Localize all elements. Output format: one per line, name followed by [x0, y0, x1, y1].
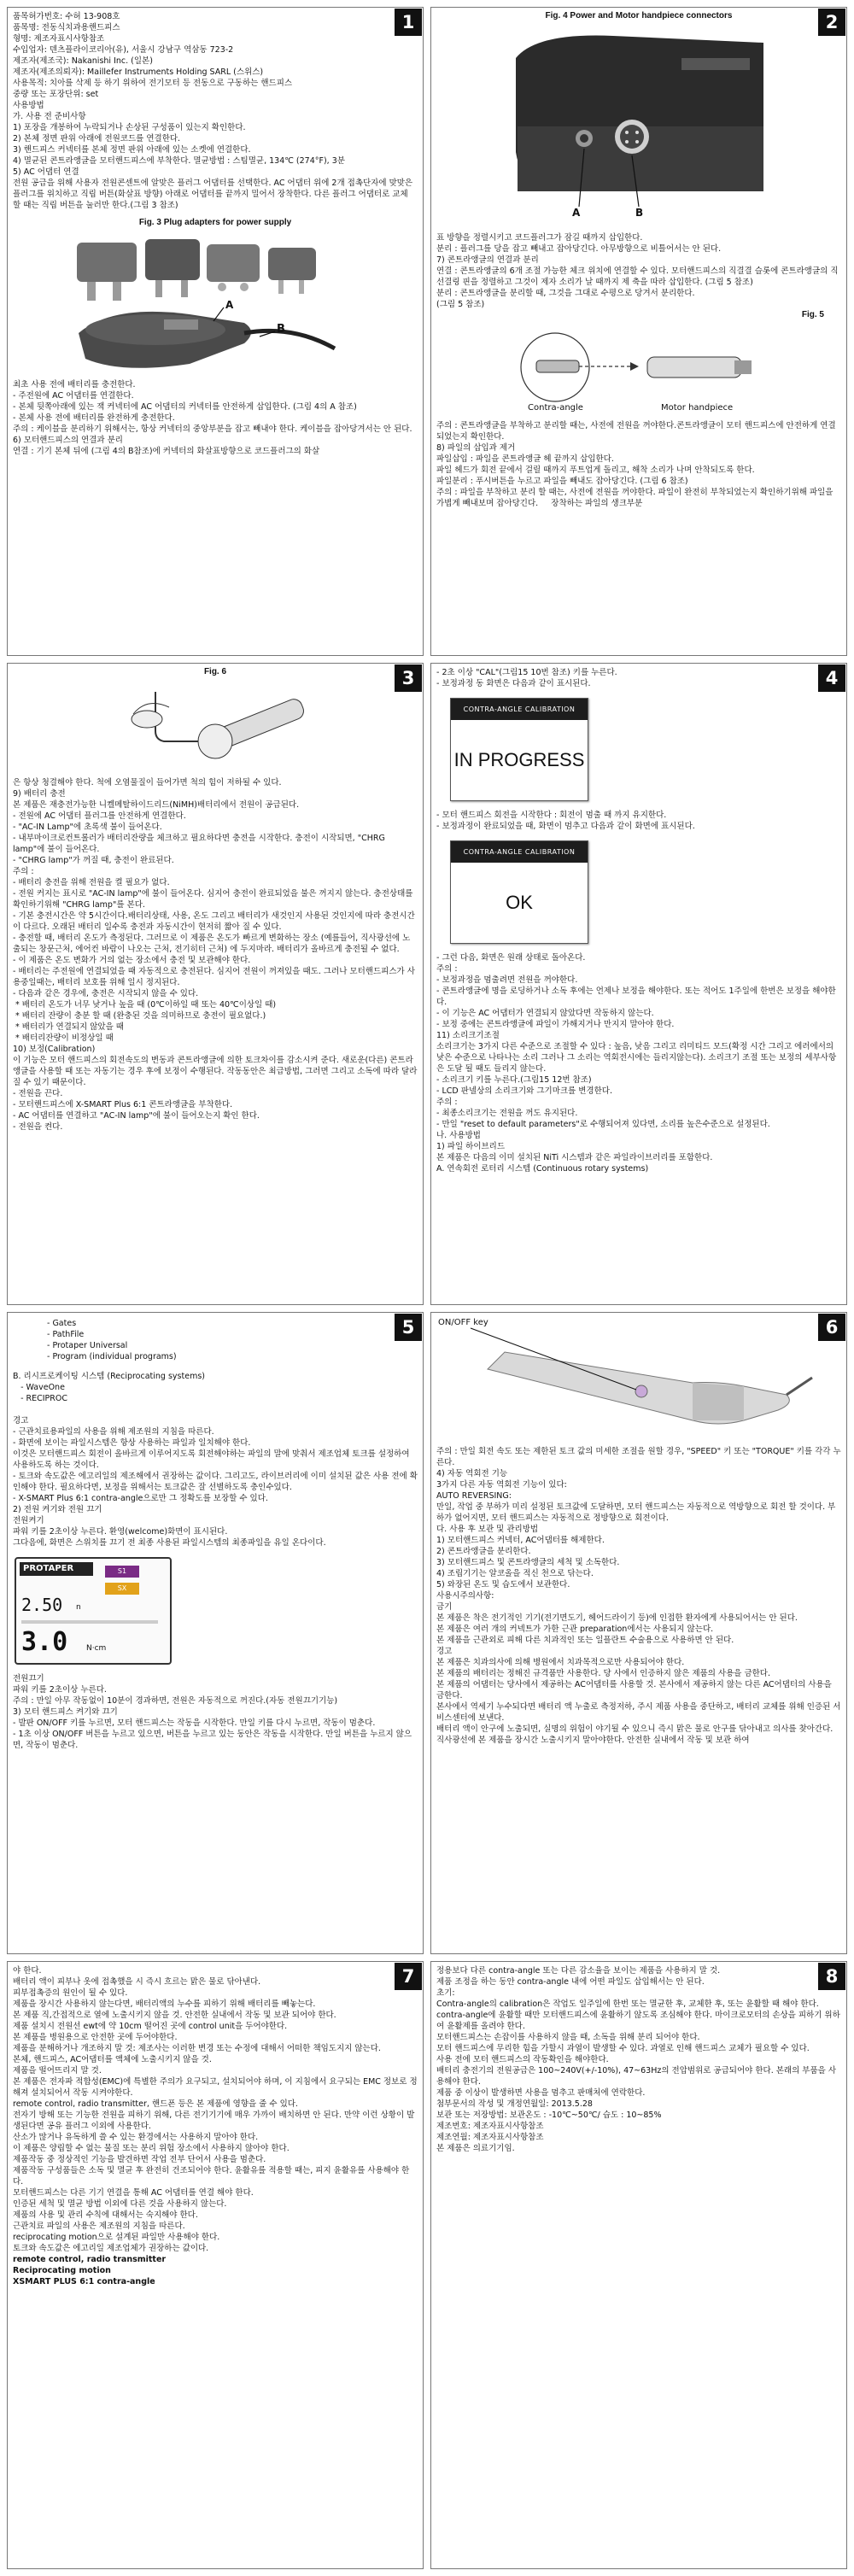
lcd-speed-unit: n: [76, 1603, 81, 1612]
onoff-key-label: ON/OFF key: [438, 1318, 488, 1327]
figure-label-a: A: [572, 207, 581, 219]
handpiece-illustration: [436, 1318, 829, 1446]
page-number-badge: 4: [818, 664, 845, 692]
body-text: 최초 사용 전에 배터리를 충전한다. - 주전원에 AC 어댑터를 연결한다. - 본체 뒷쪽아래에 있는 잭 커넥터에 AC 어댑터의 커넥터를 안전하게 삽입한다. (그림 4의 A 참조) - 본체 사용 전에 배터리를 완전하게 충전한다. 주의 : 케이블을 분리하기 위해서는, 항상 커넥터의 중앙부분을 잡고 빼내야 한다. 케이블을 잡아당겨서는 안 된다. 6) 모터핸드피스의 연결과 분리 연결 : 기기 본체 뒤에 (그림 4의 B참조)에 커넥터의 화살표방향으로 코드플러그의 화살: [13, 380, 412, 456]
page-panel-2: [430, 7, 847, 656]
body-text: 은 항상 청결해야 한다. 척에 오염물질이 들어가면 척의 힘이 저하될 수 있다. 9) 배터리 충전 본 제품은 재충전가능한 니켈메탈하이드리드(NiMH)배터리에서 전원이 공급된다. - 전원에 AC 어댑터 플러그를 안전하게 연결한다. - "AC-IN Lamp"에 초록색 불이 들어온다. - 내부마이크로컨트롤러가 배터리잔량을 체크하고 필요하다면 충전을 시작한다. 충전이 시작되면, "CHRG lamp"에 불이 들어온다. - "CHRG lamp"가 꺼질 때, 충전이 완료된다. 주의 : - 배터리 충전을 위해 전원을 켤 필요가 없다. - 전원 커지는 표시로 "AC-IN lamp"에 불이 들어온다. 심지어 충전이 완료되었을 불은 꺼지지 않는다. 충전상태를 확인하기위해 "CHRG lamp"를 본다. - 기본 충전시간은 약 5시간이다.배터리상태, 사용, 온도 그리고 배터리가 새것인지 사용된 것인지에 따라 충전시간이 다르다. 오래된 배터리 일수록 충전과 자동시간이 현저히 짧아 질 수 있다. - 충전할 때, 배터리 온도가 측정된다. 그러므로 이 제품은 온도가 빠르게 변화하는 장소 (예를들어, 직사광선에 노출되는 창문근처, 에어컨 바람이 나오는 근처, 전기히터 근처) 에 두지마라. 배터리가 올바르게 충전될 수 없다. - 이 제품은 온도 변화가 거의 없는 장소에서 충전 및 보관해야 한다. - 배터리는 주전원에 연결되었을 때 자동적으로 충전된다. 심지어 전원이 꺼져있을 때도. 그러나 모터핸드피스가 사용중일때는, 배터리 보호를 위해 일시 정지된다. - 다음과 같은 경우에, 충전은 시작되지 않을 수 있다. * 배터리 온도가 너무 낮거나 높을 때 (0℃이하일 때 또는 40℃이상일 때) * 배터리 잔량이 충분 할 때 (완충된 것을 의미하므로 충전이 필요없다.) * 배터리가 연결되지 않았을 때 * 배터리잔량이 비정상일 때 10) 보정(Calibration) 이 기능은 모터 핸드피스의 회전속도의 변동과 콘트라앵글에 의한 토크차이를 감소시켜 준다. 새로운(다른) 콘트라앵글을 사용할 때 또는 자동기는 경우 후에 보정이 수행된다. 작동동안은 최급방법, 그러면 그리고 소독에 따라 달라질 수 있기 때문이다. - 전원을 끈다. - 모터핸드피스에 X-SMART Plus 6:1 콘트라앵글을 부착한다. - AC 어댑터를 연결하고 "AC-IN lamp"에 불이 들어오는지 확인 한다. - 전원을 켠다.: [13, 778, 418, 1132]
page-panel-6: [430, 1312, 847, 1954]
figure-label-a: A: [225, 299, 234, 311]
contra-angle-figure: [511, 323, 767, 417]
keyword-reciprocating: Reciprocating motion: [13, 2266, 111, 2275]
connector-figure: [511, 24, 767, 229]
lcd-title-bar: [20, 1562, 93, 1576]
page-panel-7: [7, 1961, 424, 2569]
body-text: 품목허가번호: 수허 13-908호 품목명: 전동식치과용핸드피스 형명: 제조자표시사항참조 수입업자: 덴츠플라이코리아(유), 서울시 강남구 역삼동 723-2 제조자(제조국): Nakanishi Inc. (일본) 제조자(제조의뢰자): Maillefer Instruments Holding SARL (스위스) 사용목적: 치아를 삭제 등 하기 위하여 전기모터 등 전동으로 구동하는 핸드피스 중량 또는 포장단위: set 사용방법 가. 사용 전 준비사항 1) 포장을 개봉하여 누락되거나 손상된 구성품이 있는지 확인한다. 2) 본체 정면 판위 아래에 전원코드를 연결한다. 3) 핸드피스 커넥터를 본체 정면 판위 아래에 있는 소켓에 연결한다. 4) 멸균된 콘트라앵글을 모터핸드피스에 부착한다. 멸균방법 : 스팀멸균, 134℃ (274°F), 3분 5) AC 어댑터 연결 전원 공급을 위해 사용자 전원콘센트에 알맞은 플러그 어댑터를 선택한다. AC 어댑터 위에 2개 접촉단자에 맞맞은 플러그를 위치하고 직립 버튼(화살표 방향) 아래로 어댑터를 끝까지 밀어서 장착한다. 다른 플러그 어댑터로 교체 할 때는 직립 버튼을 눌러만 한다.(그림 3 참조): [13, 12, 413, 210]
page-panel-5: [7, 1312, 424, 1954]
lcd-badge-s1: [105, 1566, 139, 1578]
body-text: 주의 : 만일 회전 속도 또는 제한된 토크 값의 미세한 조절을 원할 경우, "SPEED" 키 또는 "TORQUE" 키를 각각 누른다. 4) 자동 역회전 기능 3가지 다른 자동 역회전 기능이 있다: AUTO REVERSING: 만일, 작업 중 부하가 미리 설정된 토크값에 도달하면, 모터 핸드피스는 자동적으로 역방향으로 회전 할 것이다. 부하가 없어지면, 모터 핸드피스는 자동적으로 정방향으로 회전이다. 다. 사용 후 보관 및 관리방법 1) 모터핸드피스 커넥터, AC어댑터를 해제한다. 2) 콘트라앵글을 분리한다. 3) 모터핸드피스 및 콘트라앵글의 세척 및 소독한다. 4) 조립기기는 알코올을 적신 천으로 닦는다. 5) 와장된 온도 및 습도에서 보관한다. 사용시주의사항: 금기 본 제품은 착은 전기적인 기기(전기면도기, 헤어드라이기 등)에 인접한 환자에게 사용되어서는 안 된다. 본 제품은 여러 개의 커넥트가 가한 근관 preparation에서는 사용되지 않는다. 본 제품을 근관외로 피해 다른 치과적인 또는 일플란트 수술용으로 사용하면 안 된다. 경고 본 제품은 치과의사에 의해 병원에서 치과목적으로만 사용되어야 한다. 본 제품의 배터리는 정해진 규격품만 사용한다. 당 사에서 인증하지 않은 제품의 사용을 금한다. 본 제품의 어댑터는 당사에서 제공하는 AC어댑터를 사용할 것. 본사에서 제공하지 않는 다른 AC어댑터의 사용을 금한다. 본사에서 역세기 누수되다면 배터리 액 누출로 측정저하, 주시 제품 사용을 중단하고, 배터리 교체를 위해 인증된 서비스센터에 보낸다. 배터리 액이 안구에 노출되면, 실명의 위험이 야기될 수 있으니 즉시 맑은 물로 안구를 닦아내고 의사를 찾아간다. 직사광선에 본 제품을 장시간 노출시키지 말아야한다. 안전한 실내에서 작동 및 보관 하여: [436, 1447, 841, 1745]
screen-header: CONTRA-ANGLE CALIBRATION: [451, 841, 588, 863]
page-number-badge: 8: [818, 1963, 845, 1990]
figure-caption: Fig. 4 Power and Motor handpiece connectors: [545, 11, 733, 20]
body-text: - 모터 핸드피스 회전을 시작한다 : 회전이 멈출 때 까지 유지한다. - 보정과정이 완료되었을 때, 화면이 멈추고 다음과 같이 화면에 표시된다.: [436, 811, 695, 831]
file-system-list: [47, 1318, 418, 1362]
body-text: - 그런 다음, 화면은 원래 상태로 돌아온다. 주의 : - 보정과정을 멈출려면 전원을 꺼야한다. - 콘트라앵글에 명을 로딩하거나 소독 후에는 언제나 보정을 해야한다. 또는 적어도 1주일에 한번은 보정을 해야한다. - 이 기능은 AC 어댑터가 연결되지 않았다면 작동하지 않는다. - 보정 중에는 콘트라앵글에 파일이 가해지거나 만지지 말아야 한다. 11) 소리크기조절 소리크기는 3가지 다른 수준으로 조절할 수 있다 : 높음, 낮음 그리고 리미티드 모드(확정 시간 그리고 에러에서의 낮은 수준으로 나타나는 소리 그러나 그 소리는 역회전시에는 들리지않는다). 소리크기 조절 또는 보정의 세부사항은 도달 될 때도 들리지 않는다. - 소리크기 키를 누른다.(그림15 12번 참조) - LCD 판넬상의 소리크기와 그기마크를 변경한다. 주의 : - 최종소리크기는 전원을 꺼도 유지된다. - 만일 "reset to default parameters"로 수행되어져 있다면, 소리를 높은수준으로 설정된다. 나. 사용방법 1) 파일 하이브리드 본 제품은 다음의 이미 설치된 NiTi 시스템과 같은 파일라이브러리를 포함한다. A. 연속회전 로터리 시스템 (Continuous rotary systems): [436, 953, 837, 1174]
connector-illustration: [511, 24, 767, 229]
lcd-torque-unit: N·cm: [86, 1644, 107, 1653]
contra-angle-label: Contra-angle: [528, 403, 583, 413]
body-text: 주의 : 콘트라앵글을 부착하고 분리할 때는, 사전에 전원을 꺼야한다.콘트라앵글이 모터 핸드피스에 안전하게 연결되었는지 확인한다. 8) 파일의 삽입과 제거 파일삽입 : 파일을 콘트라앵글 헤 끝까지 삽입한다. 파일 헤드가 회전 끝에서 걸릴 때까지 푸트업게 돌리고, 해착 소리가 나며 안착되도록 한다. 파일분리 : 푸시버튼을 누르고 파일을 빼내도 잡아당긴다. (그림 6 참조) 주의 : 파일을 부착하고 분리 할 때는, 사전에 전원을 꺼야한다. 파일이 완전히 부착되었는지 확인하기위해 파일을 가볍게 빼내보며 잡아당긴다. 장착하는 파일의 생크부분: [436, 421, 836, 508]
body-text: B. 리시프로케이팅 시스템 (Reciprocating systems) - WaveOne - RECIPROC 경고 - 근관치료용파일의 사용을 위해 제조원의 지침을 따른다. - 화면에 보이는 파일시스템은 항상 사용하는 파일과 일치해야 한다. 이것은 모터핸드피스 회전이 올바르게 이루어지도록 회전해야하는 파일의 말에 맞춰서 제조업체 토크를 설정하여 사용하도록 하는 것이다. - 토크와 속도값은 에고리일의 제조해에서 권장하는 값이다. 그리고도, 라이브러리에 이미 설치된 값은 사용 전에 확인해야 한다. 필요하다면, 보정을 위해서는 토크값은 잘 선별하도록 충인수있다. - X-SMART Plus 6:1 contra-angle으로만 그 정확도를 보장할 수 있다. 2) 전원 켜기와 전원 끄기 전원켜기 파워 키를 2초이상 누른다. 환영(welcome)화면이 표시된다. 그다음에, 화면은 스위치를 끄기 전 최종 사용된 파일시스템의 최종파일을 유일 온다이다.: [13, 1372, 418, 1548]
onoff-key-figure: [436, 1318, 829, 1446]
lcd-speed-bar: [21, 1620, 158, 1624]
page-panel-8: [430, 1961, 847, 2569]
badge-label: S1: [117, 1567, 127, 1575]
page-number-badge: 3: [395, 664, 422, 692]
lcd-speed-value: 2.50: [21, 1595, 63, 1615]
lcd-brand: PROTAPER: [23, 1564, 74, 1573]
file-insert-figure: [87, 680, 343, 774]
figure-label-b: B: [635, 207, 644, 219]
page-panel-1: [7, 7, 424, 656]
body-text: 전원끄기 파워 키를 2초이상 누른다. 주의 : 만일 아무 작동없이 10분이 경과하면, 전원은 자동적으로 꺼진다.(자동 전원끄기기능) 3) 모터 핸드피스 켜기와 끄기 - 발판 ON/OFF 키를 누르면, 모터 핸드피스는 작동을 시작한다. 만일 키를 다시 누르면, 작동이 멈춘다. - 1초 이상 ON/OFF 버튼을 누르고 있으면, 버튼을 누르고 있는 동안은 작동을 시작한다. 만일 버튼을 누르지 않으면, 작동이 멈춘다.: [13, 1674, 412, 1750]
screen-status: OK: [506, 892, 533, 913]
body-text: 표 방향을 정렬시키고 코드플러그가 잠길 때까지 삽입한다. 분리 : 플러그를 당을 잡고 빼내고 잡아당긴다. 아무방향으로 비틀어서는 안 된다. 7) 콘트라앵글의 연결과 분리 연결 : 콘트라앵글의 6개 조절 가능한 체크 위치에 연결할 수 있다. 모터핸드피스의 직결결 슬롯에 콘트라앵글의 직선결링 핀을 정렬하고 그것이 제자 소리가 날 때까지 제 축을 따라 삽입한다. (그림 5 참조) 분리 : 콘트라앵글을 분리할 때, 그것을 그대로 수평으로 당겨서 분리한다. (그림 5 참조): [436, 233, 839, 309]
plug-adapter-illustration: [61, 231, 369, 376]
page-number-badge: 2: [818, 9, 845, 36]
lcd-badge-sx: [105, 1583, 139, 1595]
lcd-display: [15, 1557, 172, 1665]
badge-label: SX: [117, 1584, 127, 1592]
figure-caption: Fig. 6: [203, 667, 227, 676]
page-number-badge: 5: [395, 1314, 422, 1341]
calibration-ok-screen: [450, 840, 588, 944]
plug-adapter-figure: [61, 231, 369, 376]
screen-header: CONTRA-ANGLE CALIBRATION: [451, 699, 588, 720]
keyword-xsmart: XSMART PLUS 6:1 contra-angle: [13, 2277, 155, 2286]
list-item: - PathFile: [47, 1330, 85, 1339]
list-item: - Program (individual programs): [47, 1352, 177, 1361]
page-panel-3: [7, 663, 424, 1305]
motor-handpiece-label: Motor handpiece: [661, 403, 734, 413]
list-item: - Protaper Universal: [47, 1341, 128, 1350]
lcd-torque-value: 3.0: [21, 1627, 68, 1657]
keyword-remote-control: remote control, radio transmitter: [13, 2255, 167, 2264]
page-number-badge: 6: [818, 1314, 845, 1341]
figure-label-b: B: [277, 323, 285, 336]
page-panel-4: [430, 663, 847, 1305]
body-text: 야 한다. 배터리 액이 피부나 옷에 접촉했을 시 즉시 흐르는 맑은 물로 닦아낸다. 피부접촉증의 원인이 될 수 있다. 제품을 장시간 사용하지 않는다면, 배터리액의 누수를 피하기 위해 배터리를 빼놓는다. 본 제품 직,간접적으로 열에 노출시키지 않을 것. 안전한 실내에서 작동 및 보관 되어야 한다. 제품 설치시 전원선 ewt에 약 10cm 떨어진 곳에 control unit을 두어야한다. 본 제품을 병원용으로 안전한 곳에 두어야한다. 제품을 분해하거나 개조하지 말 것: 제조사는 이러한 변경 또는 수정에 대해서 어떠한 책임도지지 않는다. 본체, 핸드피스, AC어댑터를 액체에 노출시키지 않을 것. 제품을 떨어뜨리지 말 것. 본 제품은 전자파 적합성(EMC)에 특별한 주의가 요구되고, 설치되어야 하며, 이 지침에서 요구되는 EMC 정보로 정해져 설치되어서 작동 시켜야한다. remote control, radio transmitter, 핸드폰 등은 본 제품에 영향을 줄 수 있다. 전자기 방해 또는 기능한 전원을 피하기 위해, 다른 전기기기에 매우 가까이 배치하면 안 된다. 만약 이런 상황이 발생된다면 공유 플러그 이외에 사용한다. 산소가 많거나 유독하게 쓸 수 있는 환경에서는 사용하지 말아야 한다. 이 제품은 양립할 수 없는 물질 또는 분리 위험 장소에서 사용하지 않아야 한다. 제품작동 중 정상적인 기능을 발견하면 작업 전부 단어서 사용을 멈춘다. 제품작동 구성품들은 소독 및 멸균 후 완전히 건조되어야 한다. 윤활유를 적용할 때는, 피지 윤활유를 사용해야 한다. 모터핸드피스는 다른 기기 연결을 통해 AC 어댑터를 연결 해야 한다. 인증된 세척 및 멸균 방법 이외에 다른 것을 사용하지 않는다. 제품의 사용 및 관리 수칙에 대해서는 숙지해야 한다. 근관치료 파일의 사용은 제조원의 지침을 따른다. reciprocating motion으로 설계된 파일만 사용해야 한다. 토크와 속도값은 에고리일 제조업체가 권장하는 값이다.: [13, 1966, 418, 2253]
page-number-badge: 1: [395, 9, 422, 36]
calibration-progress-screen: [450, 698, 588, 801]
body-text: 정용보다 다른 contra-angle 또는 다른 감소율을 보이는 제품을 사용하지 말 것. 제품 조정을 하는 동안 contra-angle 내에 어떤 파일도 삽입해서는 안 된다. 초기: Contra-angle의 calibration은 작업도 일주일에 한번 또는 멸균한 후, 교체한 후, 또는 윤활할 때 해야 한다. contra-angle에 윤활할 때만 모터핸드피스에 윤활하기 않도록 조심해야 한다. 마이크로모터의 손상을 피하기 위하여 윤활제를 올려야 한다. 모터핸드피스는 손잡이를 사용하지 않을 때, 소독을 위해 분리 되어야 한다. 모터 핸드피스에 무리한 힘을 가할시 과열이 발생할 수 있다. 과열로 인해 핸드피스 교체가 필요할 수 있다. 사용 전에 모터 핸드피스의 작동확인을 해야한다. 배터리 충전기의 전원공급은 100~240V(+/-10%), 47~63Hz의 전압범위로 공급되어야 한다. 본래의 부품을 사용해야 한다. 제품 중 이상이 발생하면 사용을 멈추고 판매처에 연락한다. 첨부문서의 작성 및 개정연월일: 2013.5.28 보관 또는 저장방법: 보관온도 : -10℃~50℃/ 습도 : 10~85% 제조번호: 제조자표시사항참조 제조연월: 제조자표시사항참조 본 제품은 의료기기임.: [436, 1966, 840, 2153]
figure-caption: Fig. 5: [801, 310, 824, 319]
screen-status: IN PROGRESS: [453, 749, 585, 770]
page-number-badge: 7: [395, 1963, 422, 1990]
file-insert-illustration: [87, 680, 343, 774]
body-text: - 2초 이상 "CAL"(그림15 10번 참조) 키를 누른다. - 보정과정 동 화면은 다음과 같이 표시된다.: [436, 668, 617, 688]
figure-caption: Fig. 3 Plug adapters for power supply: [138, 218, 292, 227]
list-item: - Gates: [47, 1319, 77, 1328]
